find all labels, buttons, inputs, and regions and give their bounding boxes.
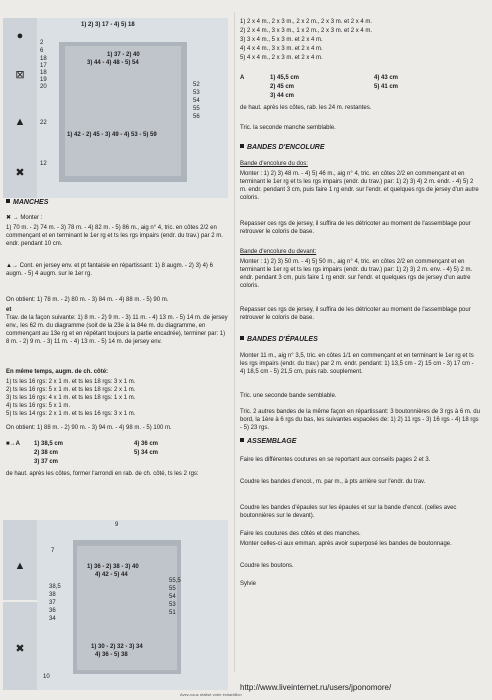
tric-seconde: Tric. la seconde manche semblable.: [240, 125, 336, 131]
assemblage-6: Coudre les boutons.: [240, 563, 294, 569]
assemblage-1: Faire les différentes coutures en se reportant aux conseils pages 2 et 3.: [240, 457, 431, 463]
manches-p2: ▲→ Cont. en jersey env. et pt fantaisie en répartissant: 1) 8 augm. - 2) 3) 4) 6 augm. - 5) 4 augm. sur le 1er rg.: [6, 263, 213, 277]
devant-heading: Bande d'encolure du devant:: [240, 249, 317, 255]
dos-text: Monter : 1) 2) 3) 48 m. - 4) 5) 46 m., aig n° 4, tric. en côtes 2/2 en commençant et en terminant le 1er rg et ts les rgs impairs (endr. du trav.) par: 1) 2) 3) 4) 2 m. endr. - 4) 5) 2 m. endr. pendant 3 cm, puis faire 1 rg endr. sur l'endr. et quelques rgs de jersey d'un autre coloris.: [240, 171, 479, 201]
height-num: 2: [40, 40, 44, 46]
right-height-num: 52: [193, 82, 200, 88]
manches-p4: Trav. de la façon suivante: 1) 8 m. - 2) 9 m. - 3) 11 m. - 4) 13 m. - 5) 14 m. de jersey env., les 62 m. du diagramme (soit de la 23e à la 84e m. du diagramme, en commençant au 13e rg et en répétant toujours la partie encadrée), terminer par: 1) 8 m. - 2) 9 m. - 3) 11 m. - 4) 13 m. - 5) 14 m. de jersey env.: [6, 315, 228, 345]
manches-p1: 1) 70 m. - 2) 74 m. - 3) 78 m. - 4) 82 m. - 5) 86 m., aig n° 4, tric. en côtes 2/2 en commençant et en terminant le 1er rg et ts les rgs impairs (endr. du trav.) par 2 m. endr. pendant 10 cm.: [6, 225, 223, 247]
assemblage-4: Faire les coutures des côtés et des manches.: [240, 531, 361, 537]
cross-icon: ✖: [15, 643, 25, 655]
sleeve-bottom-num: 10: [43, 674, 50, 680]
assemblage-heading: ASSEMBLAGE: [240, 438, 296, 445]
manches-p5-head: En même temps, augm. de ch. côté:: [6, 369, 109, 375]
meas-label: ■→A: [6, 441, 20, 447]
augm-line: 2) ts les 16 rgs: 5 x 1 m. et ts les 18 rgs: 2 x 1 m.: [6, 387, 136, 393]
manches-et: et: [6, 307, 12, 313]
source-url-link[interactable]: http://www.liveinternet.ru/users/jponomore/: [240, 683, 392, 692]
circle-icon: ●: [16, 30, 24, 42]
sleeve-right-num: 55: [169, 586, 176, 592]
rab-line: 1) 2 x 4 m., 2 x 3 m., 2 x 2 m., 2 x 3 m. et 2 x 4 m.: [240, 19, 373, 25]
top-width-label: 1) 2) 3) 17 - 4) 5) 18: [81, 22, 135, 28]
assemblage-2: Coudre les bandes d'encol., m. par m., à pts arrière sur l'endr. du trav.: [240, 479, 426, 485]
devant-text: Monter : 1) 2) 3) 50 m. - 4) 5) 50 m., aig n° 4, tric. en côtes 2/2 en commençant et en terminant le 1er rg et ts les rgs impairs (endr. du trav.) par: 1) 2) 3) 2 m. env. - 4) 5) 2 m. endr. pendant 3 cm, puis faire 1 rg endr. sur l'endr. et quelques rgs de jersey d'un autre coloris.: [240, 259, 473, 289]
sleeve-right-num: 53: [169, 602, 176, 608]
right-height-num: 53: [193, 90, 200, 96]
height-num: 17: [40, 63, 47, 69]
height-num: 12: [40, 161, 47, 167]
a-item: 5) 41 cm: [374, 84, 399, 90]
sleeve-top-label: 9: [115, 522, 119, 528]
meas-item: 3) 37 cm: [34, 459, 59, 465]
a-after: de haut. après les côtes, rab. les 24 m. restantes.: [240, 105, 372, 111]
manches-p6: On obtient: 1) 88 m. - 2) 90 m. - 3) 94 m. - 4) 98 m. - 5) 100 m.: [6, 425, 172, 431]
sleeve-schematic: [3, 520, 228, 690]
rab-line: 3) 3 x 4 m., 5 x 3 m. et 2 x 4 m.: [240, 37, 323, 43]
bullet-square-icon: [6, 199, 10, 203]
a-label: A: [240, 75, 245, 81]
body-schematic: [3, 18, 228, 198]
a-item: 2) 45 cm: [270, 84, 295, 90]
sleeve-left-num: 34: [49, 616, 56, 622]
sleeve-bottom-label: 1) 30 - 2) 32 - 3) 34: [91, 644, 143, 650]
shoulder-label: 1) 37 - 2) 40: [107, 52, 140, 58]
dos-heading: Bande d'encolure du dos:: [240, 161, 308, 167]
height-num: 18: [40, 70, 47, 76]
assemblage-5: Monter celles-ci aux emman. après avoir superposé les bandes de boutonnage.: [240, 541, 452, 547]
manches-p7: de haut. après les côtes, former l'arrondi en rab. de ch. côté, ts les 2 rgs:: [6, 471, 199, 477]
manches-heading: MANCHES: [6, 199, 48, 206]
height-num: 20: [40, 84, 47, 90]
right-height-num: 56: [193, 114, 200, 120]
dos-text-2: Repasser ces rgs de jersey, il suffira de les détricoter au moment de l'assemblage pour retrouver le coloris de base.: [240, 221, 471, 235]
sleeve-right-num: 51: [169, 610, 176, 616]
a-item: 3) 44 cm: [270, 93, 295, 99]
sleeve-right-num: 55,5: [169, 578, 181, 584]
tric-une: Tric. une seconde bande semblable.: [240, 393, 337, 399]
meas-item: 5) 34 cm: [134, 450, 159, 456]
augm-line: 1) ts les 16 rgs: 2 x 1 m. et ts les 18 rgs: 3 x 1 m.: [6, 379, 136, 385]
triangle-icon: ▲: [14, 116, 26, 128]
height-num: 6: [40, 48, 44, 54]
boutonnieres: Tric. 2 autres bandes de la même façon en répartissant: 3 boutonnières de 3 rgs à 6 m. du bord, la 1ère à 6 rgs du bas, les suivantes espacées de: 1) 2) 11 rgs - 3) 16 rgs - 4) 18 rgs - 5) 23 rgs.: [240, 409, 480, 431]
a-item: 1) 45,5 cm: [270, 75, 300, 81]
a-item: 4) 43 cm: [374, 75, 399, 81]
manches-monter: ✖ → Monter :: [6, 215, 43, 221]
meas-item: 2) 38 cm: [34, 450, 59, 456]
crossed-box-icon: ⊠: [15, 69, 25, 81]
sleeve-shoulder-label-2: 4) 42 - 5) 44: [95, 572, 128, 578]
augm-line: 4) ts les 16 rgs: 5 x 1 m.: [6, 403, 71, 409]
shoulder-label-2: 3) 44 - 4) 48 - 5) 54: [87, 60, 139, 66]
height-num: 22: [40, 120, 47, 126]
meas-item: 4) 36 cm: [134, 441, 159, 447]
cross-icon: ✖: [15, 167, 25, 179]
bandes-epaules-heading: BANDES D'ÉPAULES: [240, 336, 318, 343]
augm-line: 5) ts les 14 rgs: 2 x 1 m. et ts les 16 rgs: 3 x 1 m.: [6, 411, 136, 417]
bottom-width-label: 1) 42 - 2) 45 - 3) 49 - 4) 53 - 5) 59: [67, 132, 157, 138]
right-height-num: 54: [193, 98, 200, 104]
sleeve-bottom-label-2: 4) 36 - 5) 38: [95, 652, 128, 658]
meas-item: 1) 38,5 cm: [34, 441, 64, 447]
sleeve-body: [37, 520, 228, 690]
right-height-num: 55: [193, 106, 200, 112]
height-num: 18: [40, 56, 47, 62]
sleeve-left-num: 38: [49, 592, 56, 598]
rab-line: 5) 4 x 4 m., 2 x 3 m. et 2 x 4 m.: [240, 55, 323, 61]
sleeve-left-num: 37: [49, 600, 56, 606]
sleeve-shoulder-label: 1) 36 - 2) 38 - 3) 40: [87, 564, 139, 570]
sleeve-left-num: 38,5: [49, 584, 61, 590]
augm-line: 3) ts les 16 rgs: 4 x 1 m. et ts les 18 rgs: 1 x 1 m.: [6, 395, 136, 401]
sleeve-left-num: 36: [49, 608, 56, 614]
signature: Sylvie: [240, 581, 257, 587]
rab-line: 4) 4 x 4 m., 3 x 3 m. et 2 x 4 m.: [240, 46, 323, 52]
epaules-text: Monter 11 m., aig n° 3,5, tric. en côtes 1/1 en commençant et en terminant le 1er rg et ts les rgs impairs (endr. du trav.) par 2 m. endr. pendant: 1) 13,5 cm - 2) 15 cm - 3) 17 cm - 4) 18,5 cm - 5) 21,5 cm, puis rab. souplement.: [240, 353, 474, 375]
bullet-square-icon: [240, 438, 244, 442]
devant-text-2: Repasser ces rgs de jersey, il suffira de les détricoter au moment de l'assemblage pour retrouver le coloris de base.: [240, 307, 471, 321]
bullet-square-icon: [240, 144, 244, 148]
sleeve-height-label: 7: [51, 548, 55, 554]
column-divider: [234, 12, 235, 672]
bullet-square-icon: [240, 336, 244, 340]
height-num: 19: [40, 77, 47, 83]
footer-note: Avez-vous réalisé votre échantillon: [180, 692, 242, 697]
sleeve-right-num: 54: [169, 594, 176, 600]
manches-p3: On obtient: 1) 78 m. - 2) 80 m. - 3) 84 m. - 4) 88 m. - 5) 90 m.: [6, 297, 169, 303]
assemblage-3: Coudre les bandes d'épaules sur les épaules et sur la bande d'encol. (celles avec boutonnières sur le devant).: [240, 505, 457, 519]
rab-line: 2) 2 x 4 m., 3 x 3 m., 1 x 2 m., 2 x 3 m. et 2 x 4 m.: [240, 28, 373, 34]
bandes-encolure-heading: BANDES D'ENCOLURE: [240, 144, 325, 151]
triangle-icon: ▲: [14, 560, 26, 572]
